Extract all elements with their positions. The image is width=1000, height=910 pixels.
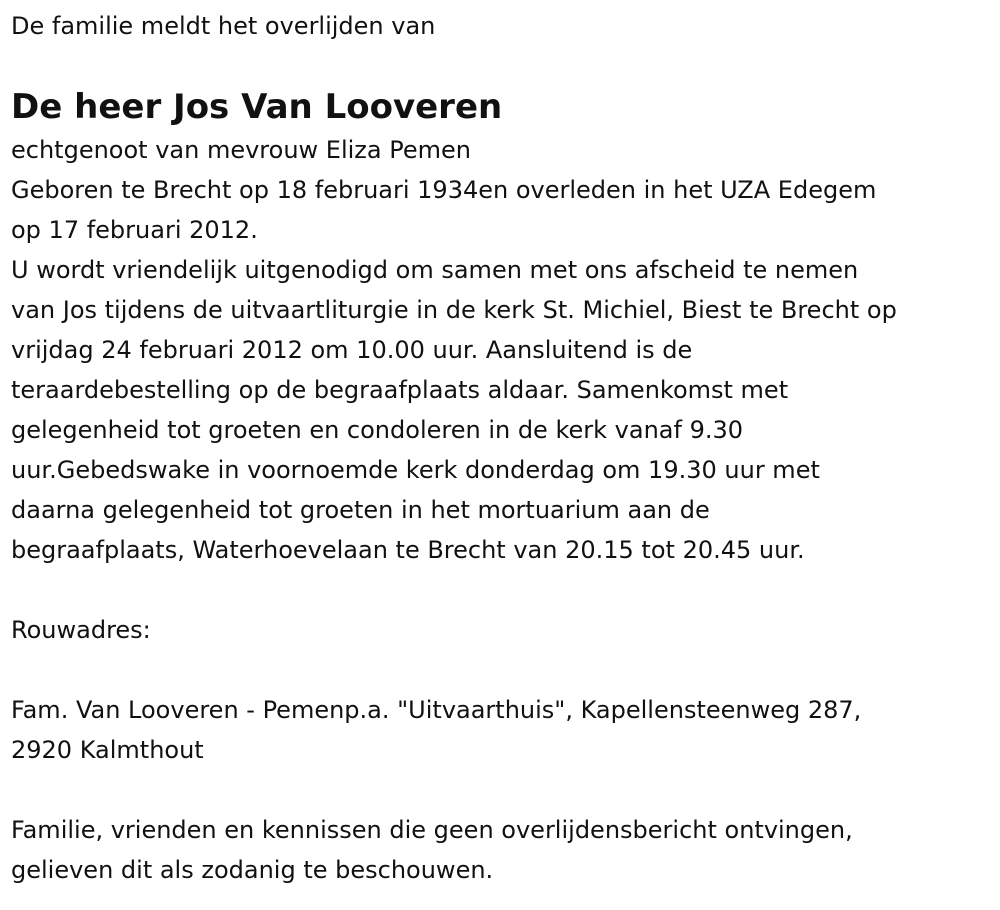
closing-line: Familie, vrienden en kennissen die geen overlijdensbericht ontvingen, (11, 816, 853, 844)
intro-text: De familie meldt het overlijden van (11, 12, 436, 40)
spacer (11, 650, 996, 690)
closing-line: gelieven dit als zodanig te beschouwen. (11, 856, 494, 884)
body-line: van Jos tijdens de uitvaartliturgie in de kerk St. Michiel, Biest te Brecht op (11, 296, 897, 324)
address-line: 2920 Kalmthout (11, 736, 204, 764)
body-line: begraafplaats, Waterhoevelaan te Brecht van 20.15 tot 20.45 uur. (11, 536, 805, 564)
body-line: vrijdag 24 februari 2012 om 10.00 uur. Aansluitend is de (11, 336, 693, 364)
obituary-body (11, 130, 996, 890)
body-line: gelegenheid tot groeten en condoleren in de kerk vanaf 9.30 (11, 416, 743, 444)
deceased-name: De heer Jos Van Looveren (11, 87, 503, 127)
body-line: Geboren te Brecht op 18 februari 1934en overleden in het UZA Edegem (11, 176, 877, 204)
rouwadres-label: Rouwadres: (11, 616, 151, 644)
body-line: uur.Gebedswake in voornoemde kerk donderdag om 19.30 uur met (11, 456, 820, 484)
body-line: daarna gelegenheid tot groeten in het mortuarium aan de (11, 496, 710, 524)
spacer (11, 770, 996, 810)
body-line: U wordt vriendelijk uitgenodigd om samen met ons afscheid te nemen (11, 256, 859, 284)
body-line: teraardebestelling op de begraafplaats aldaar. Samenkomst met (11, 376, 789, 404)
address-line: Fam. Van Looveren - Pemenp.a. "Uitvaarthuis", Kapellensteenweg 287, (11, 696, 862, 724)
spacer (11, 570, 996, 610)
body-line: op 17 februari 2012. (11, 216, 258, 244)
body-line: echtgenoot van mevrouw Eliza Pemen (11, 136, 471, 164)
